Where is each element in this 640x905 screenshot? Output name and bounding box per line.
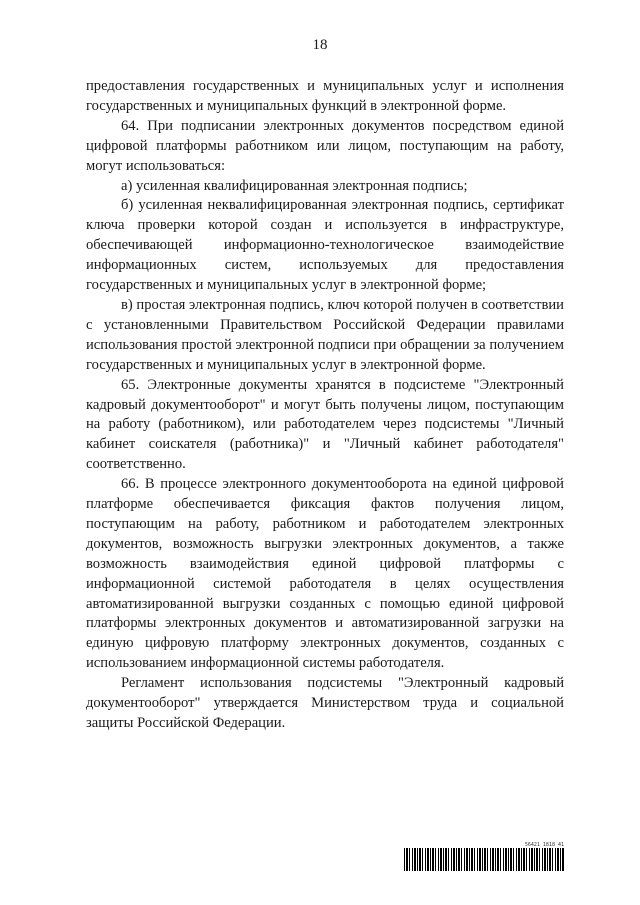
page-number: 18 [312, 37, 328, 53]
barcode-icon [404, 848, 564, 871]
barcode-number: 56421 1818 41 [524, 842, 564, 848]
paragraph-item-64: 64. При подписании электронных документов посредством единой цифровой платформы работником или лицом, поступающим на работу, могут использоваться: [86, 117, 564, 174]
paragraph-item-66: 66. В процессе электронного документооборота на единой цифровой платформе обеспечивается фиксация фактов получения лицом, поступающим на работу, работником и работодателем электронных документов, возможность выгрузки электронных документов, а также возможность взаимодействия единой цифровой платформы с информационной системой работодателя в целях осуществления автоматизированной выгрузки созданных с помощью единой цифровой платформы электронных документов и автоматизированной загрузки на единую цифровую платформу электронных документов, созданных с использованием информационной системы работодателя. [86, 476, 564, 672]
document-body [86, 77, 564, 734]
paragraph-item-65: 65. Электронные документы хранятся в подсистеме "Электронный кадровый документооборот" и могут быть получены лицом, поступающим на работу (работником), или работодателем через подсистемы "Личный кабинет соискателя (работника)" и "Личный кабинет работодателя" соответственно. [86, 376, 564, 473]
paragraph-subitem-b: б) усиленная неквалифицированная электронная подпись, сертификат ключа проверки которой создан и используется в инфраструктуре, обеспечивающей информационно-технологическое взаимодействие информационных систем, используемых для предоставления государственных и муниципальных услуг в электронной форме; [86, 197, 564, 294]
paragraph-subitem-a: а) усиленная квалифицированная электронная подпись; [121, 177, 468, 194]
paragraph-subitem-v: в) простая электронная подпись, ключ которой получен в соответствии с установленными Правительством Российской Федерации правилами использования простой электронной подписи при обращении за получением государственных и муниципальных услуг в электронной форме. [86, 296, 564, 373]
paragraph-regulation: Регламент использования подсистемы "Электронный кадровый документооборот" утверждается Министерством труда и социальной защиты Российской Федерации. [86, 675, 564, 731]
barcode-block [404, 842, 564, 874]
paragraph-continuation: предоставления государственных и муниципальных услуг и исполнения государственных и муниципальных функций в электронной форме. [86, 78, 564, 114]
